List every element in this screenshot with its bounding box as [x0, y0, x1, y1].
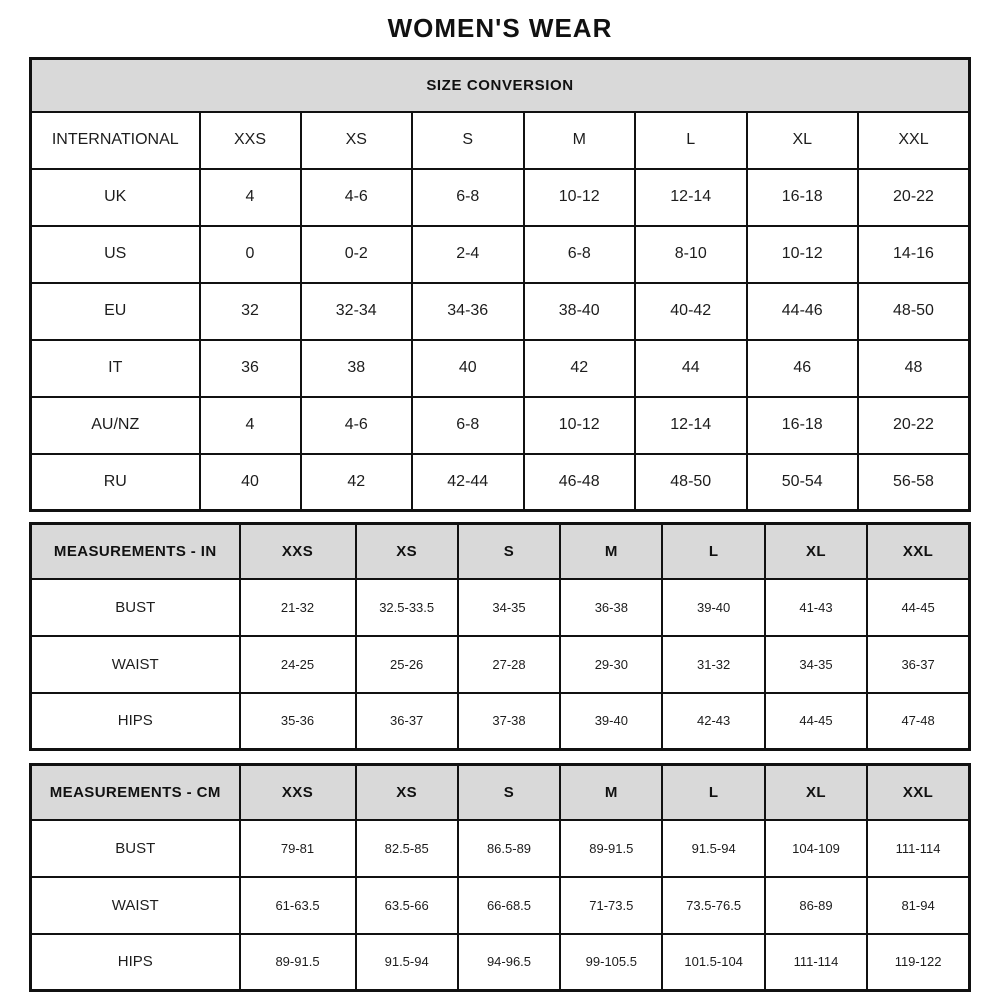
size-value-cell: 29-30: [560, 636, 662, 693]
size-value-cell: 104-109: [765, 820, 867, 877]
size-value-cell: 36-38: [560, 579, 662, 636]
row-label: BUST: [31, 820, 240, 877]
size-value-cell: 20-22: [858, 169, 970, 226]
table-caption: SIZE CONVERSION: [31, 59, 970, 112]
size-value-cell: 38: [301, 340, 413, 397]
label-column-header: INTERNATIONAL: [31, 112, 200, 169]
row-label: HIPS: [31, 934, 240, 991]
table-row: [31, 820, 970, 877]
size-value-cell: 6-8: [412, 169, 524, 226]
table-header-row: [31, 524, 970, 579]
size-value-cell: 44-45: [765, 693, 867, 750]
size-value-cell: 89-91.5: [560, 820, 662, 877]
size-column-header: M: [560, 765, 662, 820]
size-column-header: XXL: [867, 524, 969, 579]
size-value-cell: 89-91.5: [240, 934, 356, 991]
size-value-cell: 24-25: [240, 636, 356, 693]
size-value-cell: 99-105.5: [560, 934, 662, 991]
size-value-cell: 10-12: [524, 169, 636, 226]
size-value-cell: 2-4: [412, 226, 524, 283]
size-value-cell: 20-22: [858, 397, 970, 454]
size-column-header: XL: [765, 765, 867, 820]
table-header-row: [31, 765, 970, 820]
page-title: WOMEN'S WEAR: [387, 13, 613, 43]
size-value-cell: 40: [412, 340, 524, 397]
table-row: [31, 877, 970, 934]
size-value-cell: 37-38: [458, 693, 560, 750]
table-row: [31, 636, 970, 693]
table-row: [31, 693, 970, 750]
size-value-cell: 50-54: [747, 454, 859, 511]
size-column-header: M: [524, 112, 636, 169]
table-row: [31, 169, 970, 226]
measurements-cm-table: [29, 763, 971, 992]
size-value-cell: 21-32: [240, 579, 356, 636]
table-row: [31, 283, 970, 340]
size-value-cell: 42: [524, 340, 636, 397]
size-value-cell: 10-12: [747, 226, 859, 283]
size-value-cell: 42-43: [662, 693, 764, 750]
size-conversion-table: [29, 57, 971, 512]
size-column-header: XS: [301, 112, 413, 169]
size-column-header: S: [458, 524, 560, 579]
size-value-cell: 36: [200, 340, 301, 397]
size-value-cell: 47-48: [867, 693, 969, 750]
table-row: [31, 454, 970, 511]
size-value-cell: 38-40: [524, 283, 636, 340]
size-value-cell: 63.5-66: [356, 877, 458, 934]
size-value-cell: 44-45: [867, 579, 969, 636]
size-column-header: XS: [356, 765, 458, 820]
size-value-cell: 42: [301, 454, 413, 511]
row-label: AU/NZ: [31, 397, 200, 454]
table-caption-row: [31, 59, 970, 112]
size-value-cell: 61-63.5: [240, 877, 356, 934]
size-value-cell: 16-18: [747, 397, 859, 454]
size-column-header: L: [662, 524, 764, 579]
size-value-cell: 4: [200, 169, 301, 226]
row-label: EU: [31, 283, 200, 340]
size-value-cell: 46: [747, 340, 859, 397]
size-value-cell: 41-43: [765, 579, 867, 636]
size-value-cell: 40: [200, 454, 301, 511]
table-row: [31, 340, 970, 397]
size-column-header: S: [458, 765, 560, 820]
size-value-cell: 81-94: [867, 877, 969, 934]
row-label: HIPS: [31, 693, 240, 750]
size-value-cell: 82.5-85: [356, 820, 458, 877]
size-value-cell: 44-46: [747, 283, 859, 340]
size-column-header: XXS: [200, 112, 301, 169]
size-column-header: L: [662, 765, 764, 820]
size-column-header: L: [635, 112, 747, 169]
size-column-header: XXS: [240, 765, 356, 820]
size-value-cell: 101.5-104: [662, 934, 764, 991]
size-value-cell: 14-16: [858, 226, 970, 283]
row-label: UK: [31, 169, 200, 226]
size-value-cell: 34-36: [412, 283, 524, 340]
row-label: US: [31, 226, 200, 283]
size-value-cell: 56-58: [858, 454, 970, 511]
size-value-cell: 27-28: [458, 636, 560, 693]
size-value-cell: 48-50: [858, 283, 970, 340]
size-value-cell: 12-14: [635, 169, 747, 226]
size-value-cell: 36-37: [356, 693, 458, 750]
size-value-cell: 10-12: [524, 397, 636, 454]
size-value-cell: 111-114: [867, 820, 969, 877]
size-value-cell: 44: [635, 340, 747, 397]
table-row: [31, 397, 970, 454]
size-column-header: XS: [356, 524, 458, 579]
size-value-cell: 4-6: [301, 397, 413, 454]
size-value-cell: 36-37: [867, 636, 969, 693]
size-value-cell: 91.5-94: [356, 934, 458, 991]
size-value-cell: 111-114: [765, 934, 867, 991]
size-value-cell: 66-68.5: [458, 877, 560, 934]
size-value-cell: 25-26: [356, 636, 458, 693]
size-value-cell: 12-14: [635, 397, 747, 454]
size-column-header: S: [412, 112, 524, 169]
label-column-header: MEASUREMENTS - CM: [31, 765, 240, 820]
size-value-cell: 39-40: [560, 693, 662, 750]
size-value-cell: 46-48: [524, 454, 636, 511]
size-value-cell: 0: [200, 226, 301, 283]
size-value-cell: 4: [200, 397, 301, 454]
row-label: IT: [31, 340, 200, 397]
size-column-header: XL: [765, 524, 867, 579]
table-row: [31, 934, 970, 991]
row-label: BUST: [31, 579, 240, 636]
size-value-cell: 32-34: [301, 283, 413, 340]
measurements-in-table: [29, 522, 971, 751]
row-label: WAIST: [31, 636, 240, 693]
size-value-cell: 35-36: [240, 693, 356, 750]
size-value-cell: 32: [200, 283, 301, 340]
size-value-cell: 94-96.5: [458, 934, 560, 991]
size-column-header: XL: [747, 112, 859, 169]
size-value-cell: 32.5-33.5: [356, 579, 458, 636]
size-column-header: M: [560, 524, 662, 579]
size-column-header: XXL: [867, 765, 969, 820]
size-value-cell: 91.5-94: [662, 820, 764, 877]
size-value-cell: 73.5-76.5: [662, 877, 764, 934]
size-value-cell: 16-18: [747, 169, 859, 226]
size-value-cell: 71-73.5: [560, 877, 662, 934]
row-label: RU: [31, 454, 200, 511]
size-value-cell: 86-89: [765, 877, 867, 934]
size-value-cell: 48-50: [635, 454, 747, 511]
size-value-cell: 34-35: [765, 636, 867, 693]
size-value-cell: 42-44: [412, 454, 524, 511]
size-value-cell: 48: [858, 340, 970, 397]
size-value-cell: 34-35: [458, 579, 560, 636]
size-value-cell: 31-32: [662, 636, 764, 693]
label-column-header: MEASUREMENTS - IN: [31, 524, 240, 579]
table-row: [31, 579, 970, 636]
size-column-header: XXS: [240, 524, 356, 579]
row-label: WAIST: [31, 877, 240, 934]
size-value-cell: 8-10: [635, 226, 747, 283]
size-value-cell: 39-40: [662, 579, 764, 636]
size-value-cell: 40-42: [635, 283, 747, 340]
size-value-cell: 79-81: [240, 820, 356, 877]
table-row: [31, 226, 970, 283]
size-value-cell: 6-8: [412, 397, 524, 454]
size-value-cell: 86.5-89: [458, 820, 560, 877]
size-value-cell: 6-8: [524, 226, 636, 283]
table-header-row: [31, 112, 970, 169]
size-value-cell: 119-122: [867, 934, 969, 991]
size-column-header: XXL: [858, 112, 970, 169]
size-value-cell: 4-6: [301, 169, 413, 226]
size-value-cell: 0-2: [301, 226, 413, 283]
